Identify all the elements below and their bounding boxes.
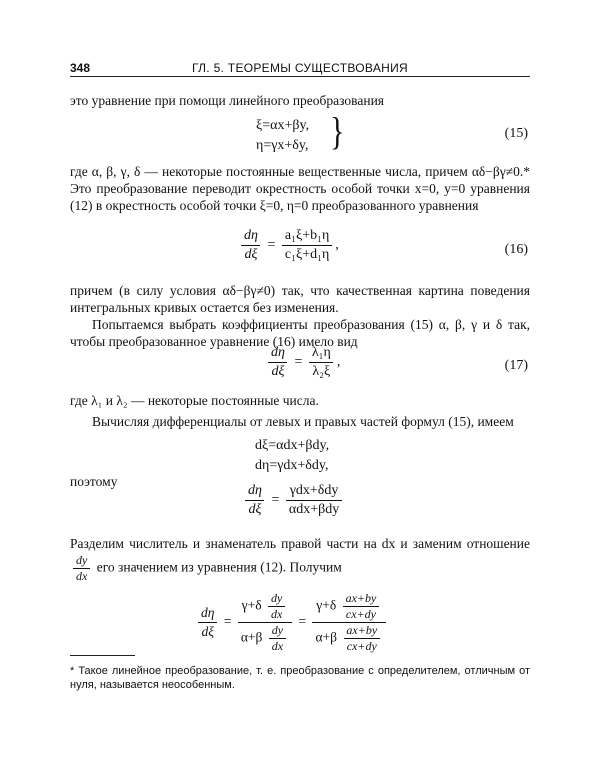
cx-dy-text: cx+dy (343, 606, 379, 621)
word-therefore: поэтому (70, 474, 118, 489)
final-middle-num-dydx (268, 592, 285, 621)
equation-15-line-2: η=γx+δy, (256, 138, 309, 153)
eq17-rhs-den: λ₂ξ (309, 362, 333, 380)
dx-text: dx (268, 606, 285, 621)
right-brace-icon: } (330, 110, 345, 154)
cx-dy-text: cx+dy (344, 638, 380, 653)
eq16-lhs-num: dη (244, 228, 258, 243)
final-right-num-sub (343, 592, 380, 621)
final-middle-num-prefix: γ+δ (241, 597, 262, 613)
final-middle-den-dydx (269, 624, 286, 653)
equation-final: $\frac{d\eta}{d\xi}$ = γ+δ $\frac{dy}{dx}$ α+β $\frac{dy}{dx}$ = γ+δ $\frac{ax+by}{cx+dy}$ α+β $\frac{ax+by}{cx+dy}$ (195, 592, 389, 653)
ax-by-text: ax+by (346, 623, 378, 637)
eq17-lhs-num: dη (271, 345, 285, 360)
equation-number-15: (15) (504, 126, 528, 141)
dy-text: dy (270, 591, 283, 605)
final-right-den-prefix: α+β (315, 629, 338, 645)
eq17-lhs-fraction (268, 345, 288, 380)
eq16-lhs-fraction (241, 228, 261, 263)
chapter-title: ГЛ. 5. ТЕОРЕМЫ СУЩЕСТВОВАНИЯ (192, 61, 408, 75)
equation-differentials (255, 436, 329, 476)
footnote-divider (70, 655, 135, 656)
final-lhs-den: dξ (198, 622, 217, 640)
eq16-comma: , (335, 237, 339, 253)
eq16-rhs-den: c₁ξ+d₁η (282, 245, 332, 263)
equation-15 (256, 116, 309, 156)
final-right-den-sub (343, 624, 380, 653)
final-lhs-fraction (198, 605, 217, 640)
ratio-lhs-num: dη (248, 483, 262, 498)
eq17-lhs-den: dξ (268, 362, 287, 380)
paragraph-choose-coefficients: Попытаемся выбрать коэффициенты преобразования (15) α, β, γ и δ так, чтобы преобразованное уравнение (16) имело вид (70, 317, 530, 349)
eq16-rhs-num: a₁ξ+b₁η (284, 228, 330, 243)
final-right-fraction (312, 592, 386, 653)
eq17-comma: , (336, 354, 341, 370)
paragraph-transformation: где α, β, γ, δ — некоторые постоянные вещественные числа, причем αδ−βγ≠0.* Это преобразование переводит окрестность особой точки x=0, y=0 уравнения (12) в окрестность особой точки ξ=0, η=0 преобразованного уравнения (70, 164, 530, 213)
ax-by-text: ax+by (345, 591, 377, 605)
eq17-rhs-fraction (309, 345, 334, 380)
final-right-num-prefix: γ+δ (316, 597, 337, 613)
dy-text: dy (271, 623, 284, 637)
ratio-rhs-fraction (286, 483, 342, 518)
ratio-lhs-fraction (245, 483, 265, 518)
differential-line-2: dη=γdx+δdy, (255, 458, 329, 473)
ratio-rhs-den: αdx+βdy (286, 500, 342, 518)
inline-frac-den: dx (73, 568, 90, 583)
inline-dy-dx-fraction (73, 554, 90, 583)
equation-16: $\frac{d\eta}{d\xi}$ = $\frac{\text{a₁ξ+b₁η}}{\text{c₁ξ+d₁η}}$ , (238, 228, 339, 263)
equation-ratio: $\frac{d\eta}{d\xi}$ = $\frac{\text{γdx+δdy}}{\text{αdx+βdy}}$ (242, 483, 345, 518)
final-middle-den-prefix: α+β (240, 629, 263, 645)
equation-number-17: (17) (504, 358, 528, 373)
equation-number-16: (16) (504, 242, 528, 257)
paragraph-divide-start: Разделим числитель и знаменатель правой части на dx и заменим отношение (70, 536, 530, 551)
paragraph-differentials: Вычисляя дифференциалы от левых и правых частей формул (15), имеем (92, 414, 514, 429)
ratio-lhs-den: dξ (245, 500, 264, 518)
eq16-rhs-fraction (282, 228, 332, 263)
paragraph-condition: причем (в силу условия αδ−βγ≠0) так, что качественная картина поведения интегральных кривых остается без изменения. (70, 283, 530, 315)
equation-17: $\frac{d\eta}{d\xi}$ = $\frac{\text{λ₁η}}{\text{λ₂ξ}}$ , (265, 345, 340, 380)
eq16-lhs-den: dξ (241, 245, 260, 263)
final-lhs-num: dη (201, 605, 215, 620)
differential-line-1: dξ=αdx+βdy, (255, 438, 330, 453)
paragraph-divide-end: его значением из уравнения (12). Получим (96, 559, 342, 575)
running-header (70, 58, 530, 77)
paragraph-intro: это уравнение при помощи линейного преобразования (70, 93, 385, 108)
paragraph-divide (70, 534, 530, 583)
equation-15-line-1: ξ=αx+βy, (256, 118, 310, 133)
eq17-rhs-num: λ₁η (311, 345, 331, 360)
footnote: * Такое линейное преобразование, т. е. преобразование с определителем, отличным от нуля, называется неособенным. (70, 665, 530, 691)
dx-text: dx (269, 638, 286, 653)
ratio-rhs-num: γdx+δdy (289, 483, 339, 498)
final-middle-fraction (238, 592, 292, 653)
page-number: 348 (70, 61, 91, 75)
inline-frac-num: dy (76, 553, 88, 567)
paragraph-lambdas: где λ₁ и λ₂ — некоторые постоянные числа. (70, 393, 319, 408)
